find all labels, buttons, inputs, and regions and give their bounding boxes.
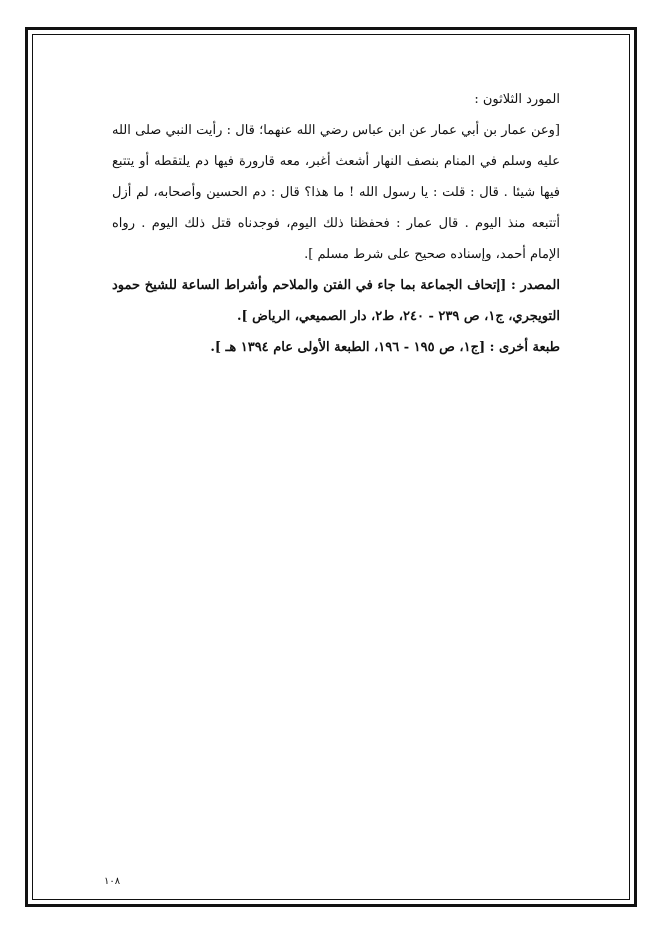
narration-line: عليه وسلم في المنام بنصف النهار أشعث أغبر، معه قارورة فيها دم يلتقطه أو يتتبع xyxy=(112,154,560,169)
page-content xyxy=(112,84,560,363)
source-line: التويجري، ج١، ص ٢٣٩ - ٢٤٠، ط٢، دار الصميعي، الرياض ]. xyxy=(236,309,560,324)
narration xyxy=(112,115,560,270)
section-heading: المورد الثلاثون : xyxy=(474,92,560,107)
page-number: ١٠٨ xyxy=(104,876,121,887)
source-line: المصدر : [إتحاف الجماعة بما جاء في الفتن والملاحم وأشراط الساعة للشيخ حمود xyxy=(112,278,560,293)
source-citation xyxy=(112,270,560,332)
narration-line: فيها شيئا . قال : قلت : يا رسول الله ! ما هذا؟ قال : دم الحسين وأصحابه، لم أزل xyxy=(112,185,560,200)
narration-line: [وعن عمار بن أبي عمار عن ابن عباس رضي الله عنهما؛ قال : رأيت النبي صلى الله xyxy=(112,123,560,138)
narration-line: الإمام أحمد، وإسناده صحيح على شرط مسلم ]. xyxy=(304,247,560,262)
narration-line: أتتبعه منذ اليوم . قال عمار : فحفظنا ذلك اليوم، فوجدناه قتل ذلك اليوم . رواه xyxy=(112,216,560,231)
other-edition-citation: طبعة أخرى : [ج١، ص ١٩٥ - ١٩٦، الطبعة الأولى عام ١٣٩٤ هـ ]. xyxy=(210,340,560,355)
